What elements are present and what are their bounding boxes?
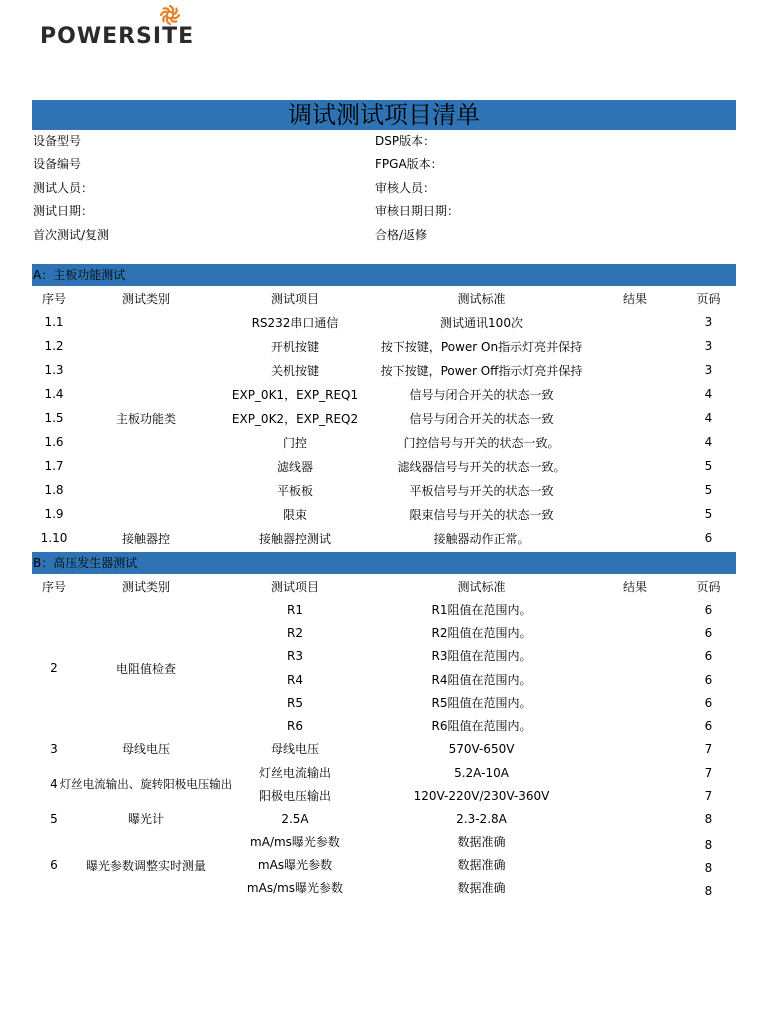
col-header-category: 测试类别: [121, 291, 170, 306]
row-standard: R3阻值在范围内。: [431, 649, 532, 663]
logo-wordmark: POWERSITE: [40, 24, 195, 49]
row-item: R1: [287, 602, 303, 617]
row-standard: 限束信号与开关的状态一致: [409, 507, 554, 522]
row-item: RS232串口通信: [251, 315, 339, 330]
row-item: 开机按键: [270, 339, 319, 354]
group-index: 4: [50, 777, 58, 791]
section-a-header: A：主板功能测试: [32, 264, 736, 286]
group-category: 母线电压: [121, 742, 170, 756]
group-index: 6: [50, 858, 58, 872]
group-index: 5: [50, 811, 58, 826]
row-page: 6: [704, 672, 713, 687]
info-fpga-version: FPGA版本：: [375, 157, 443, 171]
col-header-index: 序号: [41, 579, 66, 594]
row-item: 2.5A: [281, 811, 309, 826]
info-tester: 测试人员：: [33, 181, 94, 195]
row-page: 8: [704, 837, 713, 852]
row-page: 4: [704, 411, 713, 425]
info-review-date: 审核日期日期：: [375, 204, 460, 218]
row-item: 平板板: [276, 483, 313, 498]
row-index: 1.8: [44, 483, 64, 497]
info-dsp-version: DSP版本：: [375, 134, 436, 148]
row-item: 滤线器: [276, 459, 313, 474]
group-category: 曝光计: [127, 812, 164, 826]
col-header-item: 测试项目: [270, 579, 319, 594]
row-page: 6: [704, 695, 713, 710]
row-page: 8: [704, 811, 713, 826]
row-page: 5: [704, 459, 713, 473]
row-index: 1.1: [44, 315, 64, 329]
row-standard: 接触器动作正常。: [433, 531, 530, 546]
row-standard: 5.2A-10A: [454, 765, 509, 780]
row-standard: 数据准确: [457, 835, 506, 849]
info-test-type: 首次测试/复测: [33, 228, 110, 242]
row-standard: 信号与闭合开关的状态一致: [409, 411, 554, 426]
row-item: R2: [287, 625, 303, 640]
row-standard: 570V-650V: [448, 741, 515, 756]
category-mainboard: 主板功能类: [115, 411, 176, 426]
document-title: 调试测试项目清单: [32, 100, 736, 130]
group-index: 2: [50, 661, 58, 675]
row-item: EXP_0K2，EXP_REQ2: [231, 411, 359, 426]
row-standard: R5阻值在范围内。: [431, 696, 532, 710]
col-header-standard: 测试标准: [457, 579, 506, 594]
row-standard: R2阻值在范围内。: [431, 626, 532, 640]
row-page: 7: [704, 741, 713, 756]
section-b-header: B：高压发生器测试: [32, 552, 736, 574]
row-index: 1.3: [44, 363, 64, 377]
row-item: 母线电压: [270, 742, 319, 756]
row-page: 5: [704, 483, 713, 497]
company-logo: [40, 4, 215, 48]
row-item: 接触器控测试: [258, 531, 331, 546]
row-item: 门控: [282, 435, 307, 450]
row-index: 1.10: [40, 531, 68, 545]
row-page: 3: [704, 339, 713, 353]
row-item: 限束: [282, 507, 307, 522]
sun-logo-icon: [159, 4, 181, 26]
info-pass-rework: 合格/返修: [375, 228, 428, 242]
row-page: 3: [704, 363, 713, 377]
section-b-table: [32, 574, 736, 904]
row-standard: 数据准确: [457, 858, 506, 872]
row-standard: 测试通讯100次: [440, 315, 523, 330]
row-index: 1.7: [44, 459, 64, 473]
row-page: 4: [704, 387, 713, 401]
row-standard: 120V-220V/230V-360V: [413, 788, 550, 803]
row-page: 6: [704, 625, 713, 640]
group-index: 3: [50, 741, 58, 756]
row-page: 5: [704, 507, 713, 521]
row-index: 1.5: [44, 411, 64, 425]
row-standard: R1阻值在范围内。: [431, 603, 532, 617]
row-standard: 滤线器信号与开关的状态一致。: [397, 459, 566, 474]
row-standard: R6阻值在范围内。: [431, 719, 532, 733]
row-page: 6: [704, 531, 713, 545]
info-device-model: 设备型号: [33, 134, 82, 148]
row-standard: 平板信号与开关的状态一致: [409, 483, 554, 498]
row-item: R4: [287, 672, 303, 687]
col-header-page: 页码: [696, 291, 721, 306]
row-page: 3: [704, 315, 713, 329]
info-device-number: 设备编号: [33, 157, 82, 171]
row-item: mAs曝光参数: [257, 858, 333, 872]
row-item: 关机按键: [270, 363, 319, 378]
col-header-category: 测试类别: [121, 579, 170, 594]
row-page: 6: [704, 648, 713, 663]
row-page: 7: [704, 765, 713, 780]
row-index: 1.6: [44, 435, 64, 449]
row-standard: 按下按键，Power On指示灯亮并保持: [380, 339, 583, 354]
info-test-date: 测试日期：: [33, 204, 94, 218]
row-standard: 门控信号与开关的状态一致。: [403, 435, 560, 450]
col-header-page: 页码: [696, 579, 721, 594]
row-item: mAs/ms曝光参数: [246, 881, 344, 895]
row-page: 8: [704, 883, 713, 898]
row-item: EXP_0K1，EXP_REQ1: [231, 387, 359, 402]
group-category: 曝光参数调整实时测量: [85, 858, 206, 873]
group-category: 电阻值检查: [115, 661, 176, 676]
group-category: 灯丝电流输出、旋转阳极电压输出: [59, 777, 233, 791]
row-item: R5: [287, 695, 303, 710]
row-standard: 2.3-2.8A: [456, 811, 507, 826]
col-header-result: 结果: [622, 291, 647, 306]
info-reviewer: 审核人员：: [375, 181, 436, 195]
row-category: 接触器控: [121, 531, 170, 546]
row-page: 8: [704, 860, 713, 875]
row-item: R3: [287, 648, 303, 663]
row-item: R6: [287, 718, 303, 733]
col-header-index: 序号: [41, 291, 66, 306]
row-item: 阳极电压输出: [258, 789, 331, 803]
row-standard: R4阻值在范围内。: [431, 673, 532, 687]
row-page: 6: [704, 602, 713, 617]
col-header-item: 测试项目: [270, 291, 319, 306]
row-index: 1.4: [44, 387, 64, 401]
row-item: 灯丝电流输出: [258, 766, 331, 780]
row-standard: 数据准确: [457, 881, 506, 895]
row-index: 1.2: [44, 339, 64, 353]
row-index: 1.9: [44, 507, 64, 521]
row-item: mA/ms曝光参数: [250, 835, 340, 849]
col-header-standard: 测试标准: [457, 291, 506, 306]
section-a-table: [32, 286, 736, 550]
row-page: 6: [704, 718, 713, 733]
row-standard: 按下按键，Power Off指示灯亮并保持: [380, 363, 583, 378]
col-header-result: 结果: [622, 579, 647, 594]
row-page: 4: [704, 435, 713, 449]
row-standard: 信号与闭合开关的状态一致: [409, 387, 554, 402]
row-page: 7: [704, 788, 713, 803]
